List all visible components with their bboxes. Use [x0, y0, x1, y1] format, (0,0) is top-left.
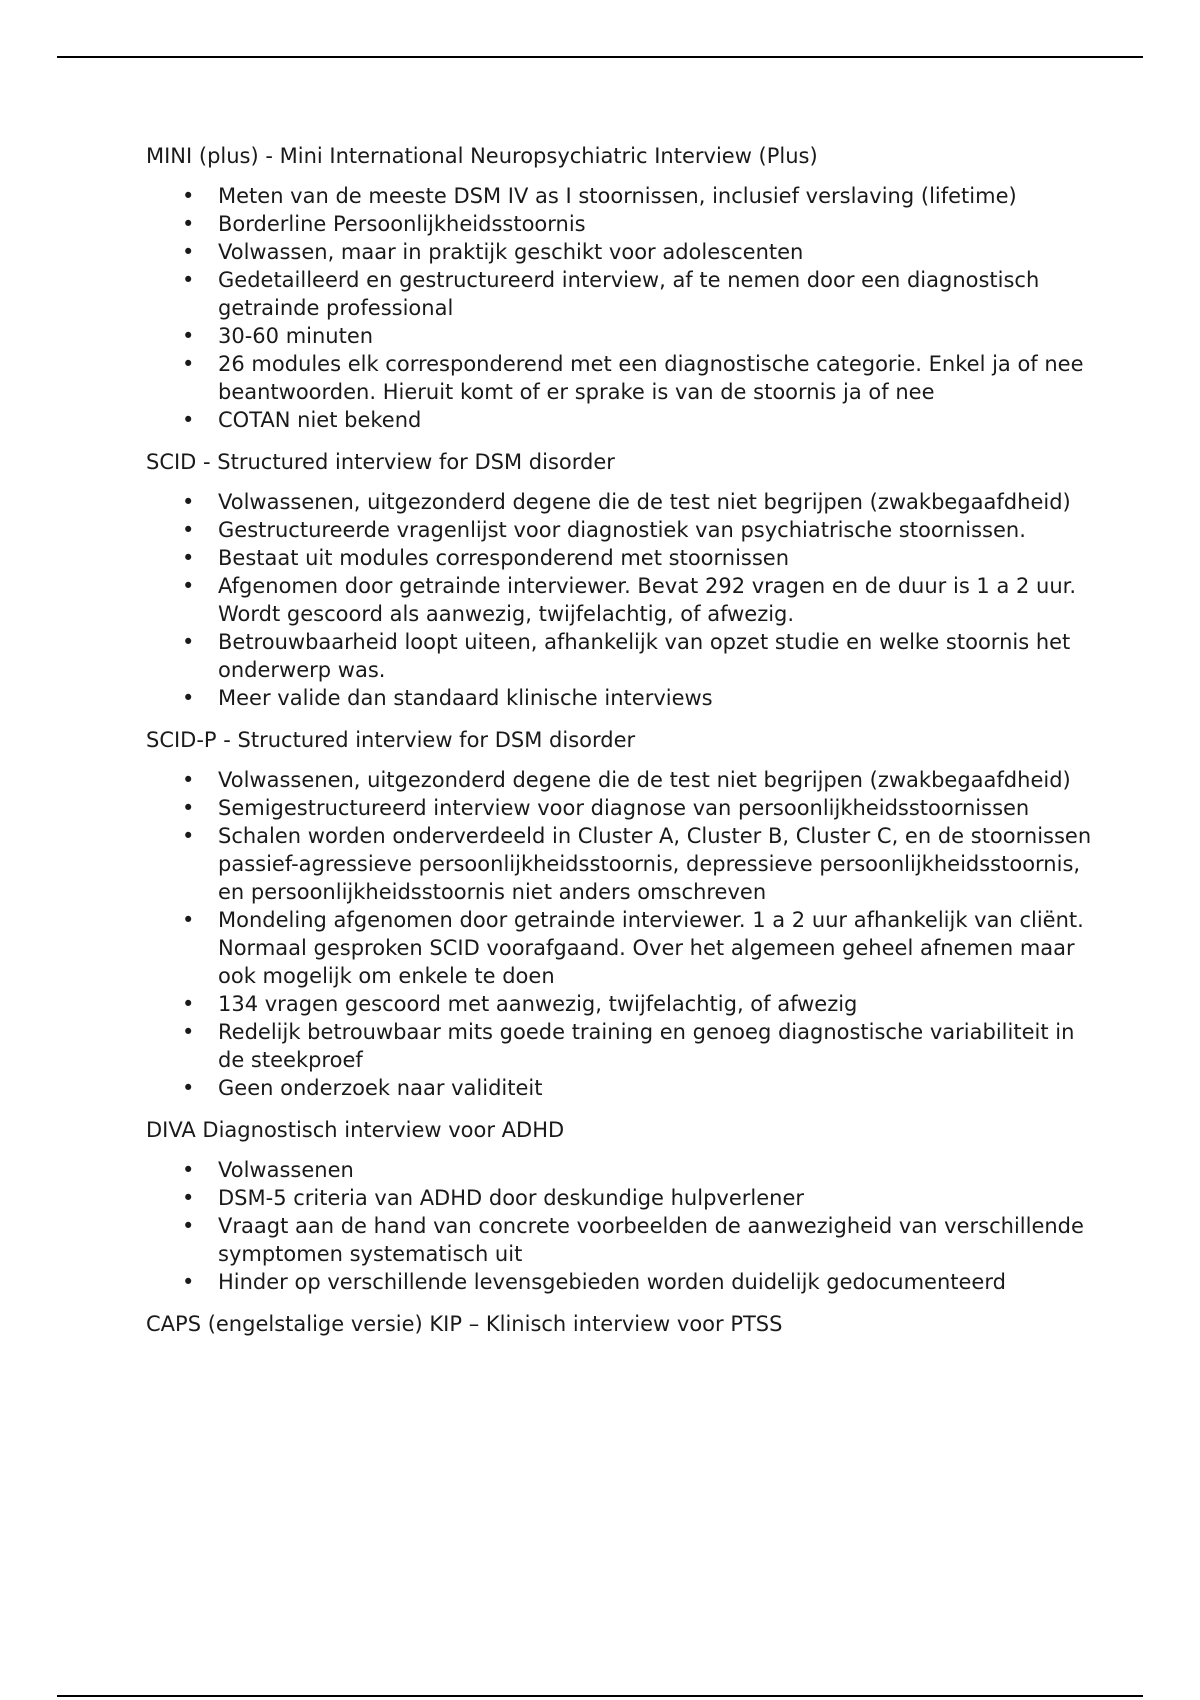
section-list-mini: [146, 182, 1106, 434]
list-item-text: Afgenomen door getrainde interviewer. Bevat 292 vragen en de duur is 1 a 2 uur. Wordt gescoord als aanwezig, twijfelachtig, of afwezig.: [218, 574, 1077, 626]
list-item: [146, 516, 1106, 544]
bullet-icon: •: [182, 824, 195, 848]
section-heading-mini: MINI (plus) - Mini International Neuropsychiatric Interview (Plus): [146, 144, 818, 168]
bullet-icon: •: [182, 240, 195, 264]
bullet-icon: •: [182, 1186, 195, 1210]
list-item: [146, 572, 1106, 628]
bullet-icon: •: [182, 1076, 195, 1100]
bullet-icon: •: [182, 324, 195, 348]
bullet-icon: •: [182, 574, 195, 598]
bullet-icon: •: [182, 490, 195, 514]
bullet-icon: •: [182, 686, 195, 710]
list-item-text: COTAN niet bekend: [218, 408, 422, 432]
list-item-text: Semigestructureerd interview voor diagnose van persoonlijkheidsstoornissen: [218, 796, 1030, 820]
list-item-text: Volwassenen, uitgezonderd degene die de test niet begrijpen (zwakbegaafdheid): [218, 490, 1071, 514]
list-item: [146, 488, 1106, 516]
list-item: [146, 822, 1106, 906]
section-list-scid: [146, 488, 1106, 712]
list-item-text: Geen onderzoek naar validiteit: [218, 1076, 543, 1100]
bottom-rule: [57, 1695, 1143, 1697]
bullet-icon: •: [182, 518, 195, 542]
bullet-icon: •: [182, 1270, 195, 1294]
section-heading-scid: SCID - Structured interview for DSM disorder: [146, 450, 615, 474]
list-item-text: Volwassenen: [218, 1158, 354, 1182]
list-item: [146, 406, 1106, 434]
list-item: [146, 1268, 1106, 1296]
top-rule: [57, 56, 1143, 58]
list-item: [146, 350, 1106, 406]
list-item: [146, 684, 1106, 712]
bullet-icon: •: [182, 630, 195, 654]
list-item: [146, 544, 1106, 572]
list-item-text: Redelijk betrouwbaar mits goede training en genoeg diagnostische variabiliteit in de steekproef: [218, 1020, 1075, 1072]
list-item-text: Schalen worden onderverdeeld in Cluster A, Cluster B, Cluster C, en de stoornissen passief-agressieve persoonlijkheidsstoornis, depressieve persoonlijkheidsstoornis, en persoonlijkheidsstoornis niet anders omschreven: [218, 824, 1092, 904]
list-item: [146, 1156, 1106, 1184]
list-item: [146, 628, 1106, 684]
list-item-text: Hinder op verschillende levensgebieden worden duidelijk gedocumenteerd: [218, 1270, 1006, 1294]
list-item-text: Mondeling afgenomen door getrainde interviewer. 1 a 2 uur afhankelijk van cliënt. Normaal gesproken SCID voorafgaand. Over het algemeen geheel afnemen maar ook mogelijk om enkele te doen: [218, 908, 1084, 988]
section-list-scid-p: [146, 766, 1106, 1102]
list-item: [146, 238, 1106, 266]
list-item-text: Meer valide dan standaard klinische interviews: [218, 686, 713, 710]
list-item: [146, 906, 1106, 990]
list-item-text: 26 modules elk corresponderend met een diagnostische categorie. Enkel ja of nee beantwoorden. Hieruit komt of er sprake is van de stoornis ja of nee: [218, 352, 1084, 404]
list-item: [146, 766, 1106, 794]
list-item: [146, 182, 1106, 210]
bullet-icon: •: [182, 546, 195, 570]
list-item-text: Bestaat uit modules corresponderend met stoornissen: [218, 546, 790, 570]
list-item: [146, 990, 1106, 1018]
list-item: [146, 1184, 1106, 1212]
list-item-text: 134 vragen gescoord met aanwezig, twijfelachtig, of afwezig: [218, 992, 858, 1016]
bullet-icon: •: [182, 796, 195, 820]
list-item: [146, 210, 1106, 238]
list-item-text: Volwassenen, uitgezonderd degene die de test niet begrijpen (zwakbegaafdheid): [218, 768, 1071, 792]
bullet-icon: •: [182, 768, 195, 792]
bullet-icon: •: [182, 1020, 195, 1044]
list-item: [146, 794, 1106, 822]
list-item: [146, 1212, 1106, 1268]
bullet-icon: •: [182, 992, 195, 1016]
list-item: [146, 1018, 1106, 1074]
bullet-icon: •: [182, 352, 195, 376]
list-item-text: Borderline Persoonlijkheidsstoornis: [218, 212, 586, 236]
list-item: [146, 266, 1106, 322]
bullet-icon: •: [182, 212, 195, 236]
list-item-text: Gedetailleerd en gestructureerd interview, af te nemen door een diagnostisch getrainde professional: [218, 268, 1040, 320]
list-item-text: Meten van de meeste DSM IV as I stoornissen, inclusief verslaving (lifetime): [218, 184, 1017, 208]
bullet-icon: •: [182, 1158, 195, 1182]
list-item-text: Vraagt aan de hand van concrete voorbeelden de aanwezigheid van verschillende symptomen systematisch uit: [218, 1214, 1084, 1266]
bullet-icon: •: [182, 1214, 195, 1238]
section-heading-diva: DIVA Diagnostisch interview voor ADHD: [146, 1118, 565, 1142]
section-list-diva: [146, 1156, 1106, 1296]
document-body: [146, 142, 1106, 1350]
list-item-text: Gestructureerde vragenlijst voor diagnostiek van psychiatrische stoornissen.: [218, 518, 1026, 542]
section-heading-caps: CAPS (engelstalige versie) KIP – Klinisch interview voor PTSS: [146, 1312, 783, 1336]
bullet-icon: •: [182, 408, 195, 432]
section-heading-scid-p: SCID-P - Structured interview for DSM disorder: [146, 728, 636, 752]
bullet-icon: •: [182, 184, 195, 208]
bullet-icon: •: [182, 268, 195, 292]
list-item-text: Volwassen, maar in praktijk geschikt voor adolescenten: [218, 240, 804, 264]
list-item-text: 30-60 minuten: [218, 324, 374, 348]
list-item-text: Betrouwbaarheid loopt uiteen, afhankelijk van opzet studie en welke stoornis het onderwerp was.: [218, 630, 1071, 682]
list-item: [146, 1074, 1106, 1102]
list-item: [146, 322, 1106, 350]
list-item-text: DSM-5 criteria van ADHD door deskundige hulpverlener: [218, 1186, 805, 1210]
bullet-icon: •: [182, 908, 195, 932]
